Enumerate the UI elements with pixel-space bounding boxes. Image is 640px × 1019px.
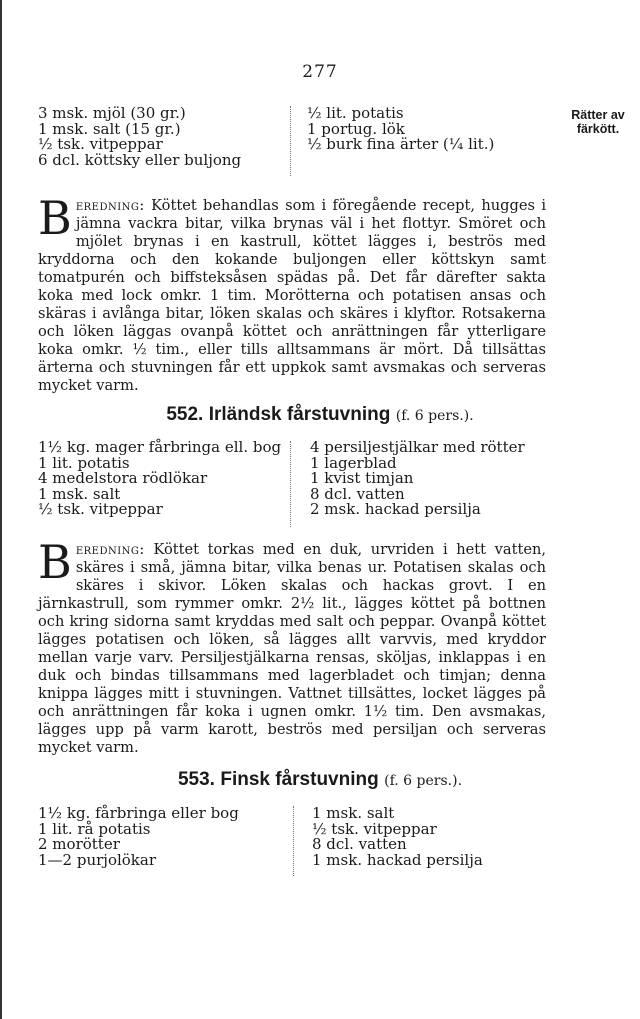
ingredient-item: ½ tsk. vitpeppar bbox=[312, 819, 437, 838]
drop-cap: B bbox=[38, 191, 72, 245]
column-divider bbox=[290, 106, 291, 176]
ingredient-item: 2 morötter bbox=[38, 835, 120, 853]
page-edge-line bbox=[0, 0, 2, 1019]
ingredient-item: ½ burk fina ärter (¼ lit.) bbox=[307, 135, 495, 153]
preparation-paragraph bbox=[38, 535, 546, 757]
ingredient-item: 1 lit. potatis bbox=[38, 453, 130, 472]
ingredient-item: 8 dcl. vatten bbox=[310, 484, 405, 503]
ingredient-item: ½ tsk. vitpeppar bbox=[38, 135, 163, 153]
ingredient-item: 1 lit. rå potatis bbox=[38, 819, 151, 838]
ingredient-item: 6 dcl. köttsky eller buljong bbox=[38, 150, 242, 169]
ingredient-list-left bbox=[38, 806, 239, 868]
column-divider bbox=[290, 441, 291, 527]
recipe-number: 553. bbox=[177, 769, 215, 790]
column-divider bbox=[293, 806, 294, 876]
ingredient-item: 1 msk. salt bbox=[312, 804, 395, 822]
margin-note bbox=[562, 108, 634, 136]
ingredient-item: 1½ kg. fårbringa eller bog bbox=[38, 804, 239, 822]
recipe-servings: (f. 6 pers.). bbox=[384, 773, 463, 789]
ingredient-item: 1 msk. hackad persilja bbox=[312, 850, 483, 869]
recipe-number: 552. bbox=[166, 404, 204, 425]
ingredient-item: 1 kvist timjan bbox=[310, 469, 414, 487]
ingredient-item: 1—2 purjolökar bbox=[38, 850, 157, 869]
preparation-text: Köttet torkas med en duk, urvriden i hett vatten, skäres i små, jämna bitar, vilka benas ur. Potatisen skalas och skäres i skivor. Löken skalas och hackas grovt. I en järnkastrull, som rymmer omkr. 2½ lit., lägges köttet på bottnen och kring sidorna samt kryddas med salt och peppar. Ovanpå köttet lägges potatisen och löken, så lägges allt varvvis, med kryddor mellan varje varv. Persiljestjälkarna rensas, sköljas, inklappas i en duk och bindas tillsammans med lagerbladet och timjan; denna knippa lägges mitt i stuvningen. Vattnet tillsättes, locket lägges på och anrättningen får koka i ugnen omkr. 1½ tim. Den avsmakas, lägges upp på varm karott, beströs med persiljan och serveras mycket varm. bbox=[38, 541, 546, 756]
ingredient-list-left bbox=[38, 440, 281, 518]
ingredient-list-right bbox=[310, 440, 525, 518]
ingredient-item: ½ lit. potatis bbox=[307, 104, 404, 122]
drop-cap: B bbox=[38, 535, 72, 589]
preparation-lead: eredning: bbox=[75, 197, 145, 214]
preparation-text: Köttet behandlas som i föregående recept, hugges i jämna vackra bitar, vilka brynas väl i het flottyr. Smöret och mjölet brynas i en kastrull, köttet lägges i, beströs med kryddorna och den kokande buljongen eller köttskyn samt tomatpurén och biffsteksåsen spädas på. Det får därefter sakta koka med lock omkr. 1 tim. Morötterna och potatisen ansas och skäras i avlånga bitar, löken skalas och skäres i klyftor. Rotsakerna och löken läggas ovanpå köttet och anrättningen får ytterligare koka omkr. ½ tim., eller tills alltsammans är mört. Då tillsättas ärterna och stuvningen får ett uppkok samt avsmakas och serveras mycket varm. bbox=[38, 197, 546, 394]
ingredient-item: 1 lagerblad bbox=[310, 453, 397, 472]
recipe-title: Irländsk fårstuvning bbox=[208, 404, 391, 425]
ingredient-item: 1 msk. salt (15 gr.) bbox=[38, 119, 181, 138]
ingredient-item: 3 msk. mjöl (30 gr.) bbox=[38, 104, 186, 122]
page-number: 277 bbox=[302, 62, 338, 82]
preparation-lead: eredning: bbox=[75, 541, 145, 558]
ingredient-item: ½ tsk. vitpeppar bbox=[38, 500, 163, 518]
ingredient-item: 2 msk. hackad persilja bbox=[310, 500, 481, 518]
ingredient-item: 4 persiljestjälkar med rötter bbox=[310, 438, 525, 456]
ingredient-item: 1 portug. lök bbox=[307, 119, 405, 138]
ingredient-list-right bbox=[307, 106, 494, 153]
ingredient-item: 1½ kg. mager fårbringa ell. bog bbox=[38, 438, 282, 456]
margin-note-line: färkött. bbox=[576, 122, 620, 136]
recipe-heading bbox=[0, 769, 640, 791]
margin-note-line: Rätter av bbox=[571, 108, 625, 122]
recipe-servings: (f. 6 pers.). bbox=[395, 408, 474, 424]
ingredient-item: 4 medelstora rödlökar bbox=[38, 469, 208, 487]
recipe-title: Finsk fårstuvning bbox=[220, 769, 379, 790]
ingredient-item: 8 dcl. vatten bbox=[312, 835, 407, 853]
ingredient-list-left bbox=[38, 106, 241, 168]
preparation-paragraph bbox=[38, 191, 546, 395]
ingredient-item: 1 msk. salt bbox=[38, 484, 121, 503]
ingredient-list-right bbox=[312, 806, 483, 868]
recipe-heading bbox=[0, 404, 640, 426]
